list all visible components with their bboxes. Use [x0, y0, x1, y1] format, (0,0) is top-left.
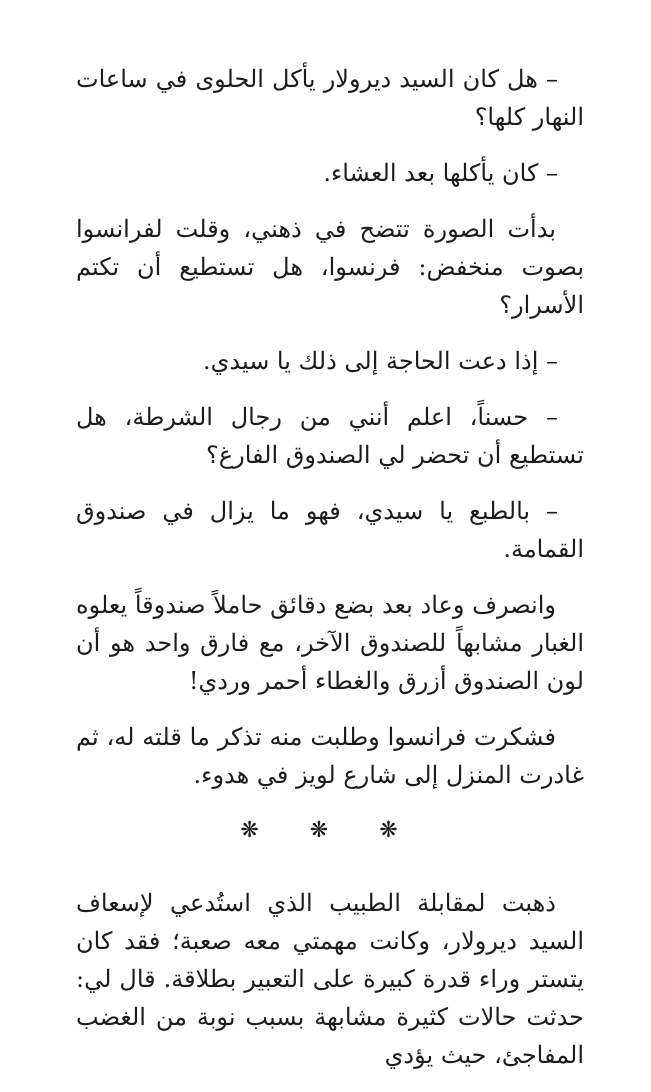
closing-paragraph: ذهبت لمقابلة الطبيب الذي استُدعي لإسعاف السيد ديرولار، وكانت مهمتي معه صعبة؛ فقد كان يتستر وراء قدرة كبيرة على التعبير بطلاقة. قال لي: حدثت حالات كثيرة مشابهة بسبب نوبة من الغضب المفاجئ، حيث يؤدي	[76, 889, 584, 1069]
narrative-paragraph: بدأت الصورة تتضح في ذهني، وقلت لفرانسوا بصوت منخفض: فرنسوا، هل تستطيع أن تكتم الأسرار؟	[76, 215, 584, 319]
book-page	[76, 60, 584, 1092]
dialogue-line: – بالطبع يا سيدي، فهو ما يزال في صندوق القمامة.	[76, 497, 584, 563]
dialogue-line: – إذا دعت الحاجة إلى ذلك يا سيدي.	[202, 347, 558, 375]
dialogue-line: – كان يأكلها بعد العشاء.	[323, 159, 558, 187]
dialogue-line: – حسناً، اعلم أنني من رجال الشرطة، هل تستطيع أن تحضر لي الصندوق الفارغ؟	[76, 403, 584, 469]
section-separator: ❋ ❋ ❋	[240, 818, 420, 843]
dialogue-line: – هل كان السيد ديرولار يأكل الحلوى في ساعات النهار كلها؟	[76, 65, 584, 131]
narrative-paragraph: وانصرف وعاد بعد بضع دقائق حاملاً صندوقاً يعلوه الغبار مشابهاً للصندوق الآخر، مع فارق واحد هو أن لون الصندوق أزرق والغطاء أحمر وردي!	[76, 591, 584, 695]
narrative-paragraph: فشكرت فرانسوا وطلبت منه تذكر ما قلته له، ثم غادرت المنزل إلى شارع لويز في هدوء.	[76, 723, 584, 789]
